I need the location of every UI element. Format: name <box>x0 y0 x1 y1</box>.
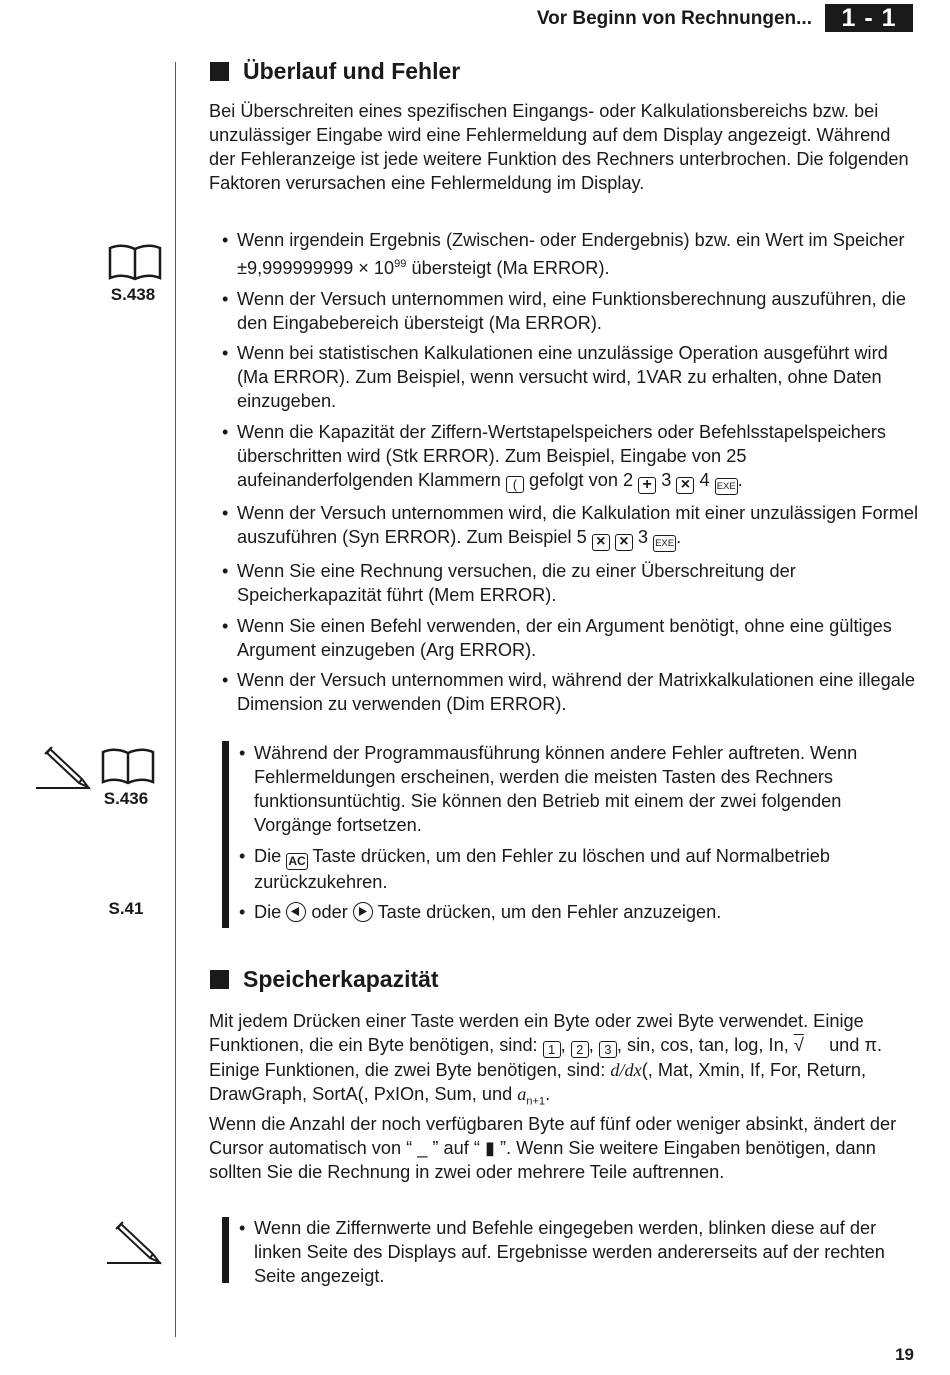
error-conditions-list <box>222 228 922 723</box>
note-bar <box>222 1217 229 1283</box>
three-key-icon: 3 <box>599 1041 617 1058</box>
exe-key-icon: EXE <box>653 535 676 552</box>
intro-paragraph: Bei Überschreiten eines spezifischen Eingangs- oder Kalkulationsbereichs bzw. bei unzulässiger Eingabe wird eine Fehlermeldung auf dem Display angezeigt. Während der Fehleranzeige ist jede weitere Funktion des Rechners unterbrochen. Die folgenden Faktoren verursachen eine Fehlermeldung im Display. <box>209 101 909 193</box>
section-title: Überlauf und Fehler <box>243 58 461 84</box>
plus-key-icon: + <box>638 477 656 494</box>
list-item: • Die oder Taste drücken, um den Fehler anzuzeigen. <box>239 900 919 924</box>
cursor-paragraph: Wenn die Anzahl der noch verfügbaren Byte auf fünf oder weniger absinkt, ändert der Cursor automatisch von “ _ ” auf “ ▮ ”. Wenn Sie weitere Eingaben benötigen, dann sollten Sie die Rechnung in zwei oder mehrere Teile auftrennen. <box>209 1114 897 1182</box>
memory-paragraph: Mit jedem Drücken einer Taste werden ein Byte oder zwei Byte verwendet. Einige Funktionen, die ein Byte benötigen, sind: 1 , 2 , 3 , sin, cos, tan, log, In, √ und π. Einige Funktionen, die zwei Byte benötigen, sind: d/dx(, Mat, Xmin, If, For, Return, DrawGraph, SortA(, PxIOn, Sum, und $a_{n+1}$. <box>209 1011 883 1108</box>
paren-key-icon: ( <box>506 476 524 493</box>
note-list <box>239 1216 919 1295</box>
pencil-icon <box>107 1220 163 1271</box>
list-item: • Die AC Taste drücken, um den Fehler zu löschen und auf Normalbetrieb zurückzukehren. <box>239 844 919 894</box>
section-title: Speicherkapazität <box>243 966 439 992</box>
pencil-icon <box>36 745 92 796</box>
right-arrow-key-icon <box>353 902 373 922</box>
list-item: • Wenn die Ziffernwerte und Befehle eingegeben werden, blinken diese auf der linken Seite des Displays auf. Ergebnisse werden andererseits auf der rechten Seite angezeigt. <box>239 1216 919 1288</box>
two-key-icon: 2 <box>571 1041 589 1058</box>
multiply-key-icon: × <box>615 534 633 551</box>
heading-square-icon <box>210 970 229 989</box>
section-heading-memory <box>210 966 439 993</box>
multiply-key-icon: × <box>676 477 694 494</box>
exe-key-icon: EXE <box>715 478 738 495</box>
one-key-icon: 1 <box>543 1041 561 1058</box>
note-bar <box>222 741 229 928</box>
page-reference: S.41 <box>108 899 144 918</box>
running-header: Vor Beginn von Rechnungen... <box>536 8 812 29</box>
list-item: • Wenn der Versuch unternommen wird, während der Matrixkalkulationen eine illegale Dimension zu verwenden (Dim ERROR). <box>222 668 922 716</box>
list-item: • Wenn Sie einen Befehl verwenden, der ein Argument benötigt, ohne eine gültiges Argument einzugeben (Arg ERROR). <box>222 614 922 662</box>
list-item: • Wenn die Kapazität der Ziffern-Wertstapelspeichers oder Befehlsstapelspeichers überschritten wird (Stk ERROR). Zum Beispiel, Eingabe von 25 aufeinanderfolgenden Klammern ( gefolgt von 2 + 3 × 4 EXE . <box>222 420 922 495</box>
chapter-tab: 1 - 1 <box>825 4 913 32</box>
book-icon <box>101 748 155 791</box>
page-number: 19 <box>895 1345 914 1364</box>
book-icon <box>108 244 162 287</box>
multiply-key-icon: × <box>592 534 610 551</box>
list-item: • Während der Programmausführung können andere Fehler auftreten. Wenn Fehlermeldungen erscheinen, werden die meisten Tasten des Rechners funktionsuntüchtig. Sie können den Betrieb mit einem der zwei folgenden Vorgänge fortsetzen. <box>239 741 919 837</box>
section-heading-overflow <box>210 58 460 85</box>
list-item: • Wenn der Versuch unternommen wird, eine Funktionsberechnung auszuführen, die den Eingabebereich übersteigt (Ma ERROR). <box>222 287 922 335</box>
heading-square-icon <box>210 62 229 81</box>
sqrt-symbol: √ <box>793 1035 804 1055</box>
margin-rule <box>175 62 176 1337</box>
list-item: • Wenn Sie eine Rechnung versuchen, die zu einer Überschreitung der Speicherkapazität führt (Mem ERROR). <box>222 559 922 607</box>
list-item: • Wenn der Versuch unternommen wird, die Kalkulation mit einer unzulässigen Formel auszuführen (Syn ERROR). Zum Beispiel 5 × × 3 EXE . <box>222 501 922 552</box>
left-arrow-key-icon <box>286 902 306 922</box>
list-item: • Wenn irgendein Ergebnis (Zwischen- oder Endergebnis) bzw. ein Wert im Speicher $\pm 9,999999999 \times 10^{99}$ übersteigt (Ma ERROR). <box>222 228 922 280</box>
page-reference: S.438 <box>110 285 156 304</box>
list-item: • Wenn bei statistischen Kalkulationen eine unzulässige Operation ausgeführt wird (Ma ERROR). Zum Beispiel, wenn versucht wird, 1VAR zu erhalten, ohne Daten einzugeben. <box>222 341 922 413</box>
page-reference: S.436 <box>103 789 149 808</box>
cursor-symbol: ▮ <box>484 1138 495 1158</box>
note-list <box>239 741 919 931</box>
ac-key-icon: AC <box>288 853 306 868</box>
